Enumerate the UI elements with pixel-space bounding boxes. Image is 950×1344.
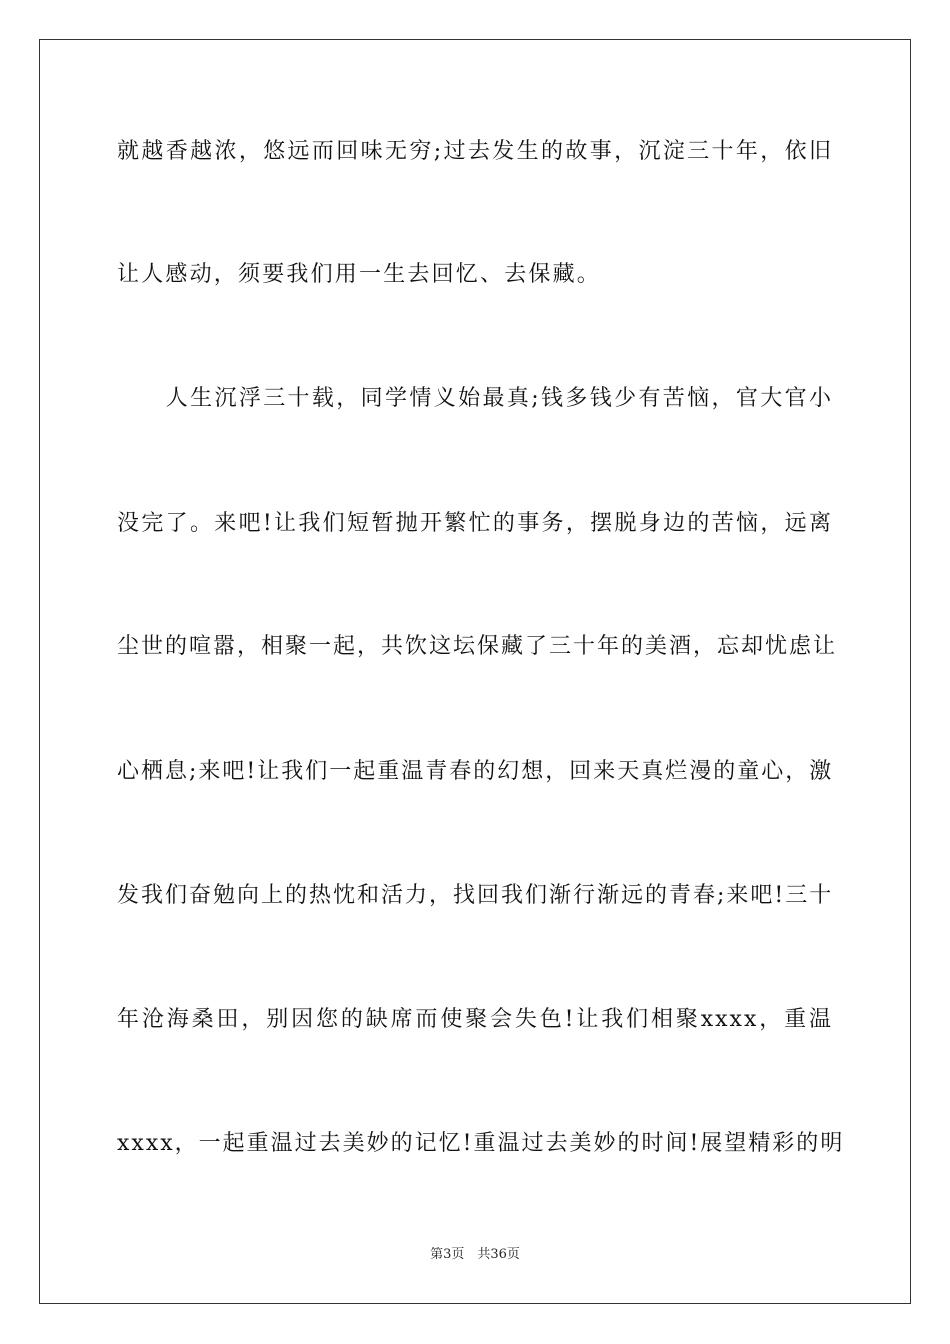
body-text-line: 让人感动，须要我们用一生去回忆、去保藏。: [117, 262, 602, 287]
body-text-line: 年沧海桑田，别因您的缺席而使聚会失色!让我们相聚xxxx，重温: [117, 1007, 833, 1032]
body-text-line: xxxx，一起重温过去美妙的记忆!重温过去美妙的时间!展望精彩的明: [117, 1131, 845, 1156]
body-text-line: 心栖息;来吧!让我们一起重温青春的幻想，回来天真烂漫的童心，激: [117, 759, 834, 784]
page-number-footer: [0, 1247, 950, 1263]
body-text-line: 发我们奋勉向上的热忱和活力，找回我们渐行渐远的青春;来吧!三十: [117, 883, 834, 908]
page-number-label: 第3页 共36页: [430, 1247, 520, 1262]
body-text-line: 尘世的喧嚣，相聚一起，共饮这坛保藏了三十年的美酒，忘却忧虑让: [117, 634, 838, 659]
body-text-line: 没完了。来吧!让我们短暂抛开繁忙的事务，摆脱身边的苦恼，远离: [117, 511, 833, 536]
body-text-line: 人生沉浮三十载，同学情义始最真;钱多钱少有苦恼，官大官小: [117, 386, 833, 411]
page-border: [39, 39, 911, 1304]
body-text-line: 就越香越浓，悠远而回味无穷;过去发生的故事，沉淀三十年，依旧: [117, 139, 833, 164]
